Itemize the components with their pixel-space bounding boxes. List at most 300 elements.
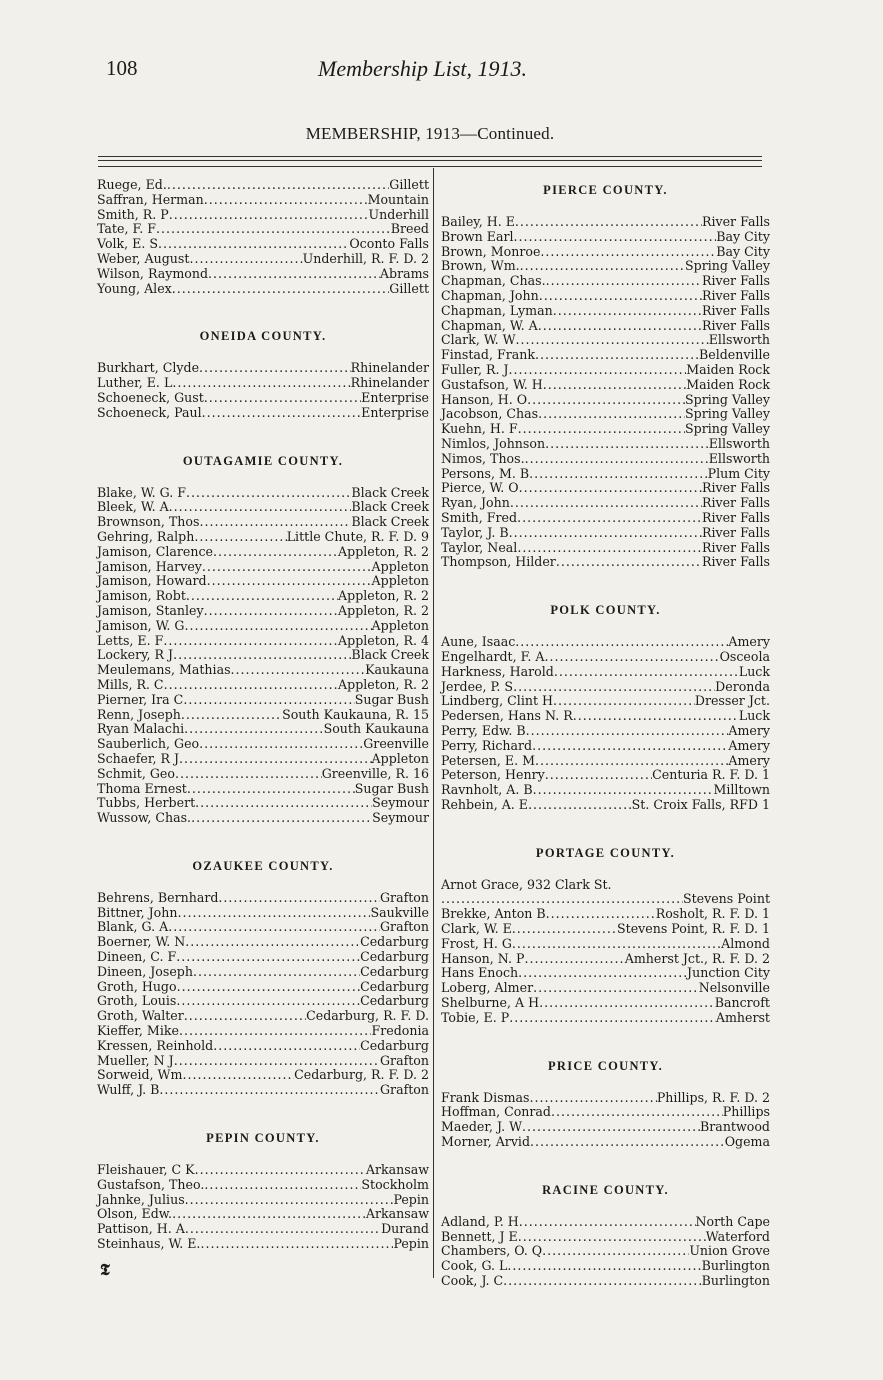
member-place: South Kaukauna, R. 15 xyxy=(282,706,429,722)
member-place: Gillett xyxy=(389,177,429,192)
dot-leader xyxy=(539,289,702,304)
member-entry xyxy=(441,709,770,724)
member-place: Stevens Point, R. F. D. 1 xyxy=(617,921,770,937)
member-place: Enterprise xyxy=(361,389,429,405)
member-entry xyxy=(97,619,429,634)
member-place: Spring Valley xyxy=(685,421,770,437)
member-entry xyxy=(441,1244,770,1259)
member-entry xyxy=(441,215,770,230)
member-place: Rhinelander xyxy=(350,375,429,391)
member-place: Underhill xyxy=(368,206,429,222)
member-place: Spring Valley xyxy=(685,406,770,422)
dot-leader xyxy=(540,245,716,260)
member-name: Meulemans, Mathias xyxy=(97,662,231,678)
member-name: Hanson, N. P xyxy=(441,950,525,966)
dot-leader xyxy=(169,208,369,223)
member-name: Ruege, Ed. xyxy=(97,177,167,192)
dot-leader xyxy=(158,237,349,252)
member-entry xyxy=(441,1259,770,1274)
member-place: Grafton xyxy=(379,1052,429,1068)
dot-leader xyxy=(520,259,685,274)
member-place: River Falls xyxy=(701,509,770,525)
member-entry xyxy=(441,1135,770,1150)
member-entry xyxy=(441,922,770,937)
member-entry xyxy=(97,980,429,995)
member-name: Clark, W. W xyxy=(441,332,516,348)
member-place: Amery xyxy=(728,634,770,650)
member-name: Letts, E. F xyxy=(97,632,164,648)
member-entry xyxy=(97,708,429,723)
member-entry xyxy=(441,304,770,319)
member-place: River Falls xyxy=(701,317,770,333)
member-place: Milltown xyxy=(713,782,770,798)
member-place: Bancroft xyxy=(714,995,770,1011)
member-name: Adland, P. H xyxy=(441,1213,519,1229)
dot-leader xyxy=(515,635,728,650)
dot-leader xyxy=(218,891,380,906)
member-place: Phillips, R. F. D. 2 xyxy=(656,1089,770,1105)
member-name: Bleek, W. A xyxy=(97,499,169,515)
member-place: River Falls xyxy=(701,480,770,496)
member-name: Luther, E. L xyxy=(97,375,173,391)
dot-leader xyxy=(553,304,702,319)
dot-leader xyxy=(554,665,739,680)
member-name: Thompson, Hilder xyxy=(441,554,556,570)
member-name: Chapman, Lyman xyxy=(441,302,553,318)
dot-leader xyxy=(515,215,702,230)
dot-leader xyxy=(213,545,338,560)
member-name: Schmit, Geo xyxy=(97,765,175,781)
member-entry xyxy=(441,526,770,541)
member-name: Persons, M. B xyxy=(441,465,530,481)
dot-leader xyxy=(522,1120,700,1135)
member-name: Gustafson, W. H xyxy=(441,376,543,392)
member-entry xyxy=(441,407,770,422)
dot-leader xyxy=(185,1222,381,1237)
member-entry xyxy=(441,348,770,363)
dot-leader xyxy=(556,555,702,570)
dot-leader xyxy=(194,530,286,545)
member-name: Smith, Fred xyxy=(441,509,518,525)
dot-leader xyxy=(573,709,739,724)
member-entry xyxy=(97,604,429,619)
member-entry xyxy=(441,768,770,783)
dot-leader xyxy=(200,1237,393,1252)
dot-leader xyxy=(213,1039,360,1054)
dot-leader xyxy=(176,994,360,1009)
column-divider xyxy=(433,168,434,1278)
member-place: Appleton, R. 4 xyxy=(338,632,429,648)
dot-leader xyxy=(173,648,351,663)
member-place: Arkansaw xyxy=(365,1206,429,1222)
member-name: Wilson, Raymond xyxy=(97,265,209,281)
member-entry xyxy=(441,1274,770,1289)
member-entry xyxy=(441,289,770,304)
member-list xyxy=(441,1091,770,1150)
member-entry xyxy=(441,481,770,496)
member-name: Arnot Grace, 932 Clark St. xyxy=(441,876,612,892)
member-place: Seymour xyxy=(372,795,429,811)
member-name: Brown Earl xyxy=(441,228,514,244)
dot-leader xyxy=(199,737,363,752)
right-column xyxy=(441,182,770,1289)
member-entry xyxy=(97,178,429,193)
member-place: Appleton xyxy=(371,573,429,589)
dot-leader xyxy=(167,178,389,193)
member-name: Blank, G. A xyxy=(97,919,169,935)
dot-leader xyxy=(503,1274,701,1289)
dot-leader xyxy=(184,1009,306,1024)
member-entry xyxy=(441,1230,770,1245)
dot-leader xyxy=(519,1215,696,1230)
member-entry xyxy=(97,267,429,282)
dot-leader xyxy=(207,574,372,589)
member-name: Burkhart, Clyde xyxy=(97,360,200,376)
member-name: Bailey, H. E xyxy=(441,214,515,229)
member-place: River Falls xyxy=(701,554,770,570)
member-place: Grafton xyxy=(379,889,429,905)
member-name: Mills, R. C xyxy=(97,676,164,692)
member-name: Maeder, J. W xyxy=(441,1119,523,1135)
member-name: Wulff, J. B xyxy=(97,1082,160,1098)
dot-leader xyxy=(545,437,709,452)
dot-leader xyxy=(533,783,714,798)
member-name: Dineen, C. F xyxy=(97,949,177,965)
member-place: Grafton xyxy=(379,919,429,935)
member-name: Kieffer, Mike xyxy=(97,1023,179,1039)
member-place: Black Creek xyxy=(351,484,429,500)
dot-leader xyxy=(204,193,368,208)
dot-leader xyxy=(546,907,656,922)
dot-leader xyxy=(204,1178,361,1193)
member-place: Maiden Rock xyxy=(686,376,770,392)
member-entry xyxy=(97,545,429,560)
member-entry xyxy=(97,811,429,826)
member-name: Jamison, Clarence xyxy=(97,543,213,559)
member-entry xyxy=(441,259,770,274)
member-name: Cook, J. C xyxy=(441,1273,504,1289)
member-entry xyxy=(441,555,770,570)
member-place: Ellsworth xyxy=(708,450,770,466)
dot-leader xyxy=(179,752,372,767)
member-name: Pierce, W. O xyxy=(441,480,519,496)
member-name: Brekke, Anton B xyxy=(441,906,546,922)
member-entry xyxy=(441,378,770,393)
member-entry xyxy=(97,560,429,575)
dot-leader xyxy=(530,1135,725,1150)
member-entry xyxy=(97,406,429,421)
dot-leader xyxy=(526,724,729,739)
member-entry xyxy=(441,1105,770,1120)
member-entry xyxy=(97,767,429,782)
dot-leader xyxy=(195,1163,366,1178)
dot-leader xyxy=(512,922,617,937)
member-entry xyxy=(97,589,429,604)
member-entry xyxy=(97,222,429,237)
member-place: St. Croix Falls, RFD 1 xyxy=(631,796,770,812)
member-place: North Cape xyxy=(695,1213,770,1229)
member-entry xyxy=(97,994,429,1009)
member-list xyxy=(97,1163,429,1252)
member-name: Sauberlich, Geo xyxy=(97,736,200,752)
member-list xyxy=(97,891,429,1098)
member-name: Sorweid, Wm xyxy=(97,1067,183,1083)
member-name: Wussow, Chas. xyxy=(97,810,192,826)
member-entry xyxy=(441,937,770,952)
member-name: Brown, Monroe xyxy=(441,243,541,259)
member-place: River Falls xyxy=(701,302,770,318)
county-section-pepin-county xyxy=(97,1130,429,1252)
dot-leader xyxy=(187,782,355,797)
dot-leader xyxy=(441,892,683,907)
dot-leader xyxy=(169,500,352,515)
dot-leader xyxy=(507,1259,701,1274)
member-entry xyxy=(97,752,429,767)
dot-leader xyxy=(535,348,699,363)
member-entry xyxy=(441,274,770,289)
member-place: River Falls xyxy=(701,495,770,511)
dot-leader xyxy=(186,486,351,501)
member-entry xyxy=(441,981,770,996)
dot-leader xyxy=(545,650,720,665)
member-place: Phillips xyxy=(722,1104,770,1120)
dot-leader xyxy=(538,407,685,422)
member-entry xyxy=(441,739,770,754)
member-list xyxy=(441,1215,770,1289)
member-place: Cedarburg, R. F. D. 2 xyxy=(294,1067,429,1083)
member-entry xyxy=(441,724,770,739)
member-name: Behrens, Bernhard xyxy=(97,889,219,905)
member-entry xyxy=(441,452,770,467)
member-place: Stockholm xyxy=(361,1176,429,1192)
left-column xyxy=(97,178,429,1252)
dot-leader xyxy=(528,798,632,813)
member-name: Pedersen, Hans N. R xyxy=(441,708,573,724)
member-entry xyxy=(441,245,770,260)
member-name: Ryan, John xyxy=(441,495,510,511)
member-name: Jamison, Howard xyxy=(97,573,207,589)
member-place: Cedarburg xyxy=(360,963,429,979)
dot-leader xyxy=(183,693,354,708)
member-entry xyxy=(97,935,429,950)
member-place: Spring Valley xyxy=(685,391,770,407)
member-name: Thoma Ernest xyxy=(97,780,187,796)
member-place: Amery xyxy=(728,737,770,753)
dot-leader xyxy=(532,739,728,754)
member-name: Jacobson, Chas xyxy=(441,406,539,422)
member-entry xyxy=(441,467,770,482)
dot-leader xyxy=(174,1054,380,1069)
member-name: Bittner, John xyxy=(97,904,178,920)
member-name: Nimos, Thos. xyxy=(441,450,525,466)
member-name: Steinhaus, W. E. xyxy=(97,1236,201,1252)
dot-leader xyxy=(172,1207,366,1222)
member-entry xyxy=(441,680,770,695)
dot-leader xyxy=(553,694,695,709)
member-place: Amery xyxy=(728,752,770,768)
member-name: Schaefer, R J xyxy=(97,750,180,766)
member-name: Jamison, Robt xyxy=(97,588,186,604)
member-place: Centuria R. F. D. 1 xyxy=(652,767,770,783)
member-name: Taylor, Neal xyxy=(441,539,518,555)
dot-leader xyxy=(510,496,702,511)
county-title: RACINE COUNTY. xyxy=(542,1182,669,1197)
member-list xyxy=(97,178,429,296)
member-name: Gehring, Ralph xyxy=(97,528,195,544)
county-section-outagamie-county xyxy=(97,453,429,826)
member-name: Cook, G. L xyxy=(441,1258,508,1274)
member-entry xyxy=(97,693,429,708)
member-place: Breed xyxy=(390,221,429,237)
county-section-racine-county xyxy=(441,1182,770,1289)
dot-leader xyxy=(514,230,717,245)
member-name: Petersen, E. M xyxy=(441,752,536,768)
dot-leader xyxy=(191,811,372,826)
member-name: Frost, H. G xyxy=(441,935,512,951)
member-entry xyxy=(441,541,770,556)
member-place: Burlington xyxy=(701,1258,770,1274)
member-place: Underhill, R. F. D. 2 xyxy=(302,250,429,266)
member-name: Nimlos, Johnson xyxy=(441,435,546,451)
county-title: OUTAGAMIE COUNTY. xyxy=(182,453,344,468)
dot-leader xyxy=(519,481,702,496)
member-name: Jerdee, P. S xyxy=(441,678,514,694)
county-title: PORTAGE COUNTY. xyxy=(535,845,676,860)
member-name: Boerner, W. N xyxy=(97,934,186,950)
member-name: Kressen, Reinhold xyxy=(97,1037,214,1053)
county-section-price-county xyxy=(441,1058,770,1150)
county-title: PIERCE COUNTY. xyxy=(543,183,668,197)
member-entry xyxy=(441,422,770,437)
dot-leader xyxy=(533,981,699,996)
member-place: Waterford xyxy=(705,1228,770,1244)
member-name: Jamison, Harvey xyxy=(97,558,202,574)
dot-leader xyxy=(172,282,390,297)
member-name: Chambers, O. Q xyxy=(441,1243,543,1259)
member-place: Black Creek xyxy=(351,514,429,530)
member-entry xyxy=(441,783,770,798)
member-place: Pepin xyxy=(393,1236,429,1252)
member-place: Luck xyxy=(738,663,770,679)
member-name: Tobie, E. P xyxy=(441,1009,510,1025)
member-name: Clark, W. E xyxy=(441,921,512,937)
member-name: Frank Dismas xyxy=(441,1089,530,1105)
member-entry xyxy=(441,333,770,348)
dot-leader xyxy=(529,467,707,482)
member-place: Appleton xyxy=(371,558,429,574)
running-title: Membership List, 1913. xyxy=(318,56,527,81)
county-section-pierce-county xyxy=(441,182,770,570)
county-section-ozaukee-county xyxy=(97,858,429,1098)
dot-leader xyxy=(543,378,686,393)
member-place: Black Creek xyxy=(351,499,429,515)
member-entry xyxy=(97,1178,429,1193)
corner-mark-icon: 𝕿 xyxy=(100,1262,110,1279)
county-title: PEPIN COUNTY. xyxy=(206,1131,320,1146)
dot-leader xyxy=(185,1193,394,1208)
dot-leader xyxy=(164,678,338,693)
member-entry xyxy=(97,634,429,649)
member-entry xyxy=(97,1024,429,1039)
member-entry xyxy=(441,650,770,665)
member-place: Black Creek xyxy=(351,647,429,663)
member-entry xyxy=(441,892,770,907)
member-entry xyxy=(441,694,770,709)
member-place: Fredonia xyxy=(371,1023,429,1039)
member-name: Brownson, Thos xyxy=(97,514,200,530)
member-entry xyxy=(97,574,429,589)
member-entry xyxy=(97,500,429,515)
member-place: Nelsonville xyxy=(698,980,770,996)
member-place: Oconto Falls xyxy=(349,236,429,252)
member-name: Lindberg, Clint H xyxy=(441,693,554,709)
member-place: Plum City xyxy=(707,465,770,481)
member-place: Bay City xyxy=(716,228,770,244)
member-place: Amherst xyxy=(715,1009,770,1025)
member-name: Pierner, Ira C xyxy=(97,691,184,707)
member-name: Volk, E. S xyxy=(97,236,159,252)
member-place: Appleton xyxy=(371,617,429,633)
county-title: OZAUKEE COUNTY. xyxy=(192,858,334,873)
member-name: Young, Alex xyxy=(97,280,172,296)
member-name: Perry, Edw. B xyxy=(441,722,526,738)
member-place: Union Grove xyxy=(689,1243,770,1259)
dot-leader xyxy=(516,333,709,348)
member-entry xyxy=(441,878,770,893)
member-entry xyxy=(97,663,429,678)
member-name: Perry, Richard xyxy=(441,737,533,753)
dot-leader xyxy=(527,393,685,408)
dot-leader xyxy=(231,663,366,678)
dot-leader xyxy=(551,1105,723,1120)
member-place: Appleton, R. 2 xyxy=(338,543,429,559)
member-name: Fleishauer, C K xyxy=(97,1162,195,1178)
county-section-polk-county xyxy=(441,602,770,813)
dot-leader xyxy=(535,754,728,769)
member-name: Pattison, H. A xyxy=(97,1221,185,1237)
member-place: Ellsworth xyxy=(708,332,770,348)
member-name: Saffran, Herman xyxy=(97,191,204,207)
member-entry xyxy=(441,511,770,526)
member-name: Smith, R. P xyxy=(97,206,169,222)
member-entry xyxy=(97,648,429,663)
member-place: Sugar Bush xyxy=(354,691,429,707)
member-name: Engelhardt, F. A xyxy=(441,648,545,664)
member-place: Cedarburg xyxy=(360,934,429,950)
member-entry xyxy=(441,966,770,981)
member-place: Spring Valley xyxy=(685,258,770,274)
member-place: Osceola xyxy=(719,648,770,664)
member-entry xyxy=(97,1054,429,1069)
dot-leader xyxy=(538,319,702,334)
member-name: Tubbs, Herbert xyxy=(97,795,196,811)
member-name: Weber, August xyxy=(97,250,190,266)
dot-leader xyxy=(159,1083,380,1098)
dot-leader xyxy=(525,452,709,467)
section-title: MEMBERSHIP, 1913—Continued. xyxy=(305,124,555,143)
member-place: Junction City xyxy=(687,965,770,981)
member-name: Kuehn, H. F xyxy=(441,421,518,437)
member-entry xyxy=(441,319,770,334)
member-name: Dineen, Joseph xyxy=(97,963,193,979)
dot-leader xyxy=(513,680,715,695)
member-entry xyxy=(441,798,770,813)
member-entry xyxy=(97,906,429,921)
member-name: Loberg, Almer xyxy=(441,980,534,996)
member-name: Chapman, John xyxy=(441,287,539,303)
member-entry xyxy=(97,920,429,935)
member-entry xyxy=(97,1237,429,1252)
